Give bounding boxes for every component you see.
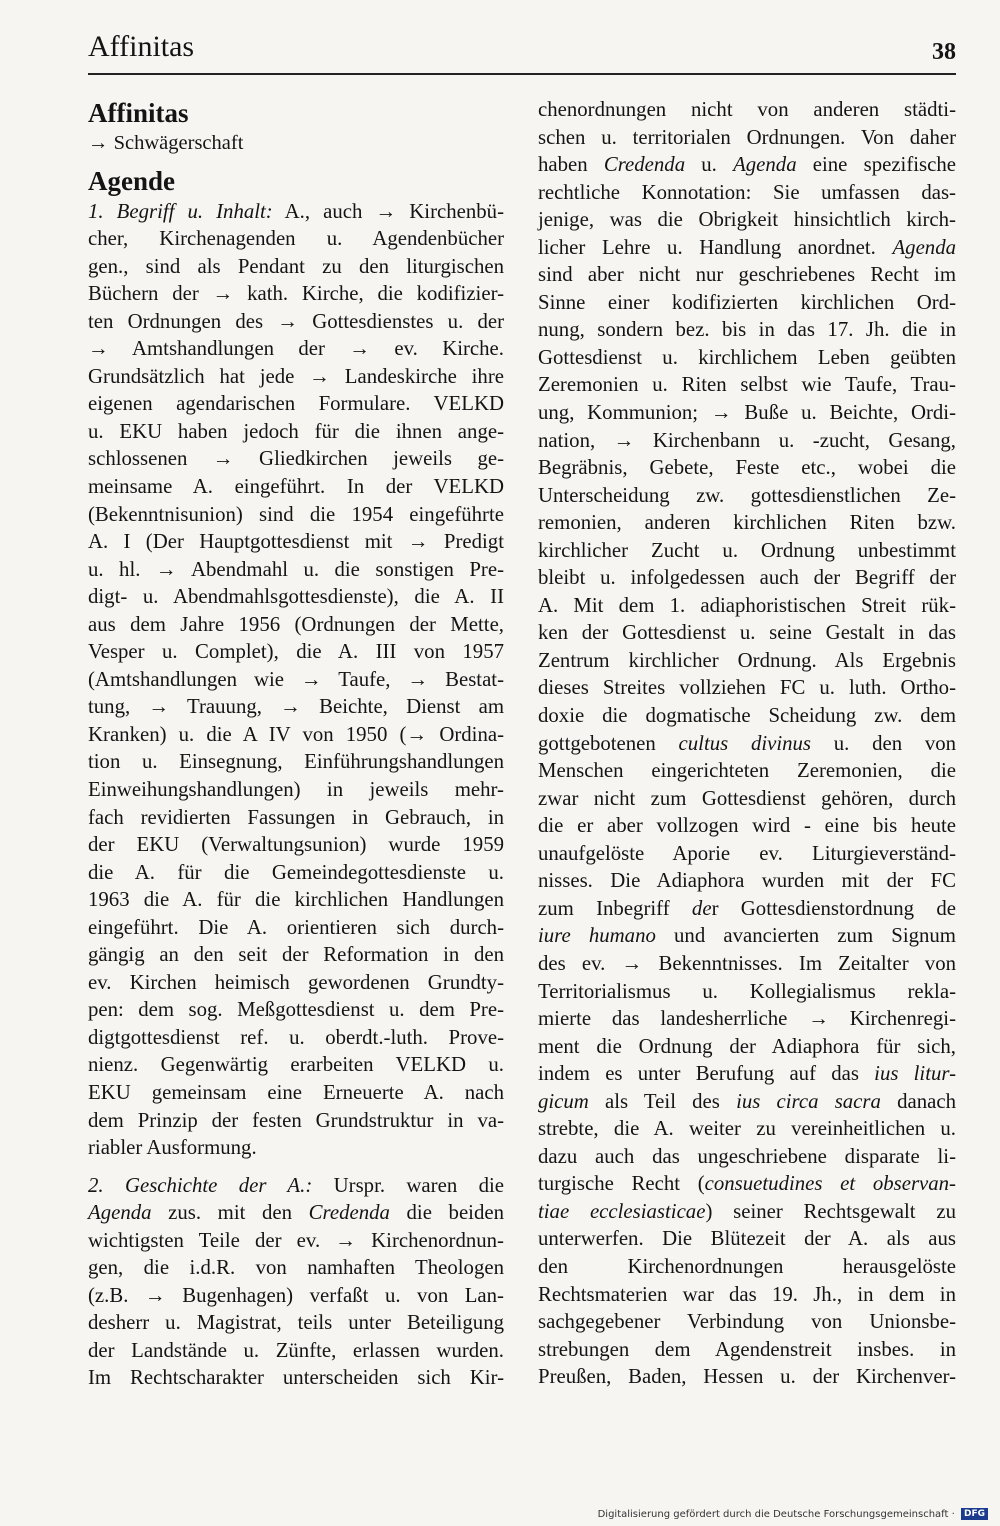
text-line: unaufgelöste Aporie ev. Liturgieverständ- — [538, 841, 956, 865]
section-begriff — [88, 198, 504, 1162]
text-line: fach revidierten Fassungen in Gebrauch, in — [88, 805, 504, 829]
funding-credit: Digitalisierung gefördert durch die Deutsche Forschungsgemeinschaft · — [597, 1509, 955, 1520]
text-line: A. Mit dem 1. adiaphoristischen Streit rük- — [538, 593, 956, 617]
text-line: Preußen, Baden, Hessen u. der Kirchenver- — [538, 1365, 956, 1389]
text-line: chenordnungen nicht von anderen städti- — [538, 98, 956, 121]
header-rule — [88, 73, 956, 75]
text-line: Gottesdienst u. kirchlichem Leben geübten — [538, 345, 956, 369]
text-line: licher Lehre u. Handlung anordnet. Agenda — [538, 235, 956, 259]
text-line: tion u. Einsegnung, Einführungshandlungen — [88, 750, 504, 774]
text-line: zum Inbegriff der Gottesdienstordnung de — [538, 896, 956, 920]
text-line: haben Credenda u. Agenda eine spezifische — [538, 153, 956, 177]
running-head: Affinitas — [88, 30, 195, 63]
text-line: die er aber vollzogen wird - eine bis heute — [538, 814, 956, 838]
text-line: (Bekenntnisunion) sind die 1954 eingeführte — [88, 502, 504, 526]
text-line: meinsame A. eingeführt. In der VELKD — [88, 474, 504, 498]
text-line: dem Prinzip der festen Grundstruktur in va- — [88, 1108, 504, 1132]
text-line: schen u. territorialen Ordnungen. Von daher — [538, 125, 956, 149]
entry-title-agende: Agende — [88, 165, 175, 196]
dfg-logo: DFG — [961, 1508, 988, 1520]
text-line: digt- u. Abendmahlsgottesdienste), die A. II — [88, 585, 504, 609]
text-line: schlossenen → Gliedkirchen jeweils ge- — [88, 447, 504, 471]
text-line: Einweihungshandlungen) in jeweils mehr- — [88, 777, 504, 801]
text-line: indem es unter Berufung auf das ius litur- — [538, 1062, 956, 1086]
text-line: pen: dem sog. Meßgottesdienst u. dem Pre- — [88, 998, 504, 1022]
text-line: die A. für die Gemeindegottesdienste u. — [88, 860, 504, 884]
text-line: gicum als Teil des ius circa sacra danach — [538, 1089, 956, 1113]
left-column — [88, 96, 504, 1392]
text-line: riabler Ausformung. — [88, 1136, 257, 1160]
text-line: ken der Gottesdienst u. seine Gestalt in das — [538, 621, 956, 645]
text-line: bleibt u. infolgedessen auch der Begriff der — [538, 566, 956, 590]
cross-reference: → Schwägerschaft — [88, 132, 244, 154]
text-line: Vesper u. Complet), die A. III von 1957 — [88, 640, 504, 664]
text-line: aus dem Jahre 1956 (Ordnungen der Mette, — [88, 612, 504, 636]
text-line: Büchern der → kath. Kirche, die kodifizier- — [88, 282, 504, 306]
text-line: der Landstände u. Zünfte, erlassen wurden. — [88, 1338, 504, 1362]
text-line: digtgottesdienst ref. u. oberdt.-luth. Prove- — [88, 1025, 504, 1049]
right-column — [538, 96, 956, 1391]
text-line: unterwerfen. Die Blütezeit der A. als aus — [538, 1227, 956, 1251]
text-line: (z.B. → Bugenhagen) verfaßt u. von Lan- — [88, 1283, 504, 1307]
text-line: Rechtsmaterien war das 19. Jh., in dem in — [538, 1282, 956, 1306]
page-number: 38 — [932, 39, 956, 65]
page-header — [88, 28, 956, 74]
text-line: ten Ordnungen des → Gottesdienstes u. der — [88, 309, 504, 333]
text-line: gängig an den seit der Reformation in den — [88, 943, 504, 967]
footer — [598, 1508, 988, 1520]
text-line: → Amtshandlungen der → ev. Kirche. — [88, 337, 504, 361]
text-line: nienz. Gegenwärtig erarbeiten VELKD u. — [88, 1053, 504, 1077]
text-line: Kranken) u. die A IV von 1950 (→ Ordina- — [88, 722, 504, 746]
text-line: dieses Streites vollziehen FC u. luth. Ortho- — [538, 676, 956, 700]
text-line: 1. Begriff u. Inhalt: A., auch → Kirchenbü- — [88, 199, 504, 223]
right-column-text — [538, 96, 956, 1391]
text-line: gottgebotenen cultus divinus u. den von — [538, 731, 957, 755]
text-line: u. hl. → Abendmahl u. die sonstigen Pre- — [88, 557, 504, 581]
text-line: Sinne einer kodifizierten kirchlichen Ord- — [538, 290, 956, 314]
text-line: rechtliche Konnotation: Sie umfassen das- — [538, 180, 956, 204]
text-line: cher, Kirchenagenden u. Agendenbücher — [88, 227, 504, 251]
text-line: Begräbnis, Gebete, Feste etc., wobei die — [538, 456, 956, 480]
text-line: kirchlicher Zucht u. Ordnung unbestimmt — [538, 538, 956, 562]
text-line: nung, sondern bez. bis in das 17. Jh. die in — [538, 318, 956, 342]
text-line: eigenen agendarischen Formulare. VELKD — [88, 392, 504, 416]
text-line: ung, Kommunion; → Buße u. Beichte, Ordi- — [538, 401, 956, 425]
text-line: turgische Recht (consuetudines et observan- — [538, 1172, 956, 1196]
text-line: 1963 die A. für die kirchlichen Handlungen — [88, 888, 504, 912]
text-line: tung, → Trauung, → Beichte, Dienst am — [88, 695, 504, 719]
text-line: eingeführt. Die A. orientieren sich durch- — [88, 915, 504, 939]
paragraph-gap — [88, 1162, 504, 1172]
text-line: zwar nicht zum Gottesdienst gehören, durch — [538, 786, 956, 810]
text-line: nisses. Die Adiaphora wurden mit der FC — [538, 869, 956, 893]
text-line: strebungen dem Agendenstreit insbes. in — [538, 1337, 956, 1361]
text-line: Grundsätzlich hat jede → Landeskirche ihre — [88, 364, 504, 388]
text-line: doxie die dogmatische Scheidung zw. dem — [538, 704, 956, 728]
text-line: ev. Kirchen heimisch gewordenen Grundty- — [88, 970, 504, 994]
text-line: wichtigsten Teile der ev. → Kirchenordnun- — [88, 1228, 504, 1252]
text-line: (Amtshandlungen wie → Taufe, → Bestat- — [88, 667, 504, 691]
section-geschichte — [88, 1172, 504, 1392]
text-line: ment die Ordnung der Adiaphora für sich, — [538, 1034, 956, 1058]
text-line: dazu auch das ungeschriebene disparate li- — [538, 1144, 956, 1168]
text-line: mierte das landesherrliche → Kirchenregi- — [538, 1007, 956, 1031]
entry-title-affinitas: Affinitas — [88, 98, 189, 128]
text-line: Zeremonien u. Riten selbst wie Taufe, Trau- — [538, 373, 956, 397]
text-line: A. I (Der Hauptgottesdienst mit → Predigt — [88, 530, 504, 554]
text-line: tiae ecclesiasticae) seiner Rechtsgewalt zu — [538, 1199, 956, 1223]
text-line: sind aber nicht nur geschriebenes Recht im — [538, 263, 956, 287]
text-line: Im Rechtscharakter unterscheiden sich Kir- — [88, 1366, 504, 1390]
text-line: sachgegebener Verbindung von Unionsbe- — [538, 1310, 956, 1334]
text-line: u. EKU haben jedoch für die ihnen ange- — [88, 419, 504, 443]
text-line: iure humano und avancierten zum Signum — [538, 924, 956, 948]
text-line: des ev. → Bekenntnisses. Im Zeitalter von — [538, 951, 956, 975]
text-line: desherr u. Magistrat, teils unter Beteiligung — [88, 1311, 504, 1335]
text-line: Menschen eingerichteten Zeremonien, die — [538, 759, 956, 783]
text-line: strebte, die A. weiter zu vereinheitlichen u. — [538, 1117, 956, 1141]
text-line: gen., sind als Pendant zu den liturgischen — [88, 254, 504, 278]
text-line: Territorialismus u. Kollegialismus rekla- — [538, 979, 956, 1003]
text-line: jenige, was die Obrigkeit hinsichtlich kirch- — [538, 208, 956, 232]
text-line: 2. Geschichte der A.: Urspr. waren die — [88, 1173, 504, 1197]
text-line: den Kirchenordnungen herausgelöste — [538, 1254, 956, 1278]
text-line: Agenda zus. mit den Credenda die beiden — [88, 1201, 504, 1225]
text-line: EKU gemeinsam eine Erneuerte A. nach — [88, 1081, 504, 1104]
text-line: der EKU (Verwaltungsunion) wurde 1959 — [88, 833, 504, 857]
text-line: Zentrum kirchlicher Ordnung. Als Ergebnis — [538, 648, 956, 672]
text-line: remonien, anderen kirchlichen Riten bzw. — [538, 511, 956, 535]
text-line: gen, die i.d.R. von namhaften Theologen — [88, 1256, 504, 1280]
text-line: Unterscheidung zw. gottesdienstlichen Ze- — [538, 483, 956, 507]
text-line: nation, → Kirchenbann u. -zucht, Gesang, — [538, 428, 956, 452]
